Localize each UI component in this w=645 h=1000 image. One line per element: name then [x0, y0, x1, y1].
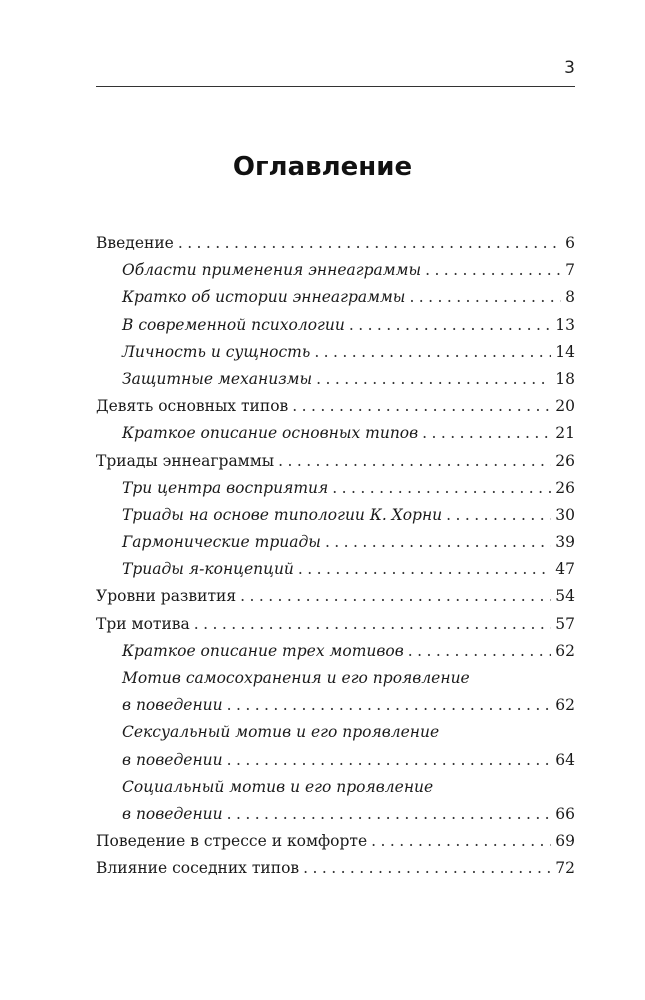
- toc-subsection[interactable]: [122, 475, 575, 502]
- toc-subsection[interactable]: [122, 366, 575, 393]
- toc-page-number: 26: [555, 451, 575, 470]
- toc-entry-label: Области применения эннеаграммы: [122, 261, 422, 280]
- toc-entry-label: Девять основных типов: [96, 397, 289, 416]
- toc-subsection[interactable]: [122, 529, 575, 556]
- toc-page-number: 26: [555, 478, 575, 497]
- toc-subsection[interactable]: [122, 312, 575, 339]
- toc-page-number: 64: [555, 750, 575, 769]
- toc-entry-label: Защитные механизмы: [122, 369, 313, 388]
- toc-entry-label: Триады на основе типологии К. Хорни: [122, 505, 443, 524]
- toc-section[interactable]: [96, 448, 575, 475]
- toc-page-number: 57: [555, 614, 575, 633]
- toc-section[interactable]: [96, 393, 575, 420]
- dot-leader: [194, 611, 551, 638]
- dot-leader: [227, 692, 552, 719]
- dot-leader: [409, 284, 561, 311]
- toc-subsection[interactable]: [122, 719, 575, 773]
- toc-entry-label: Сексуальный мотив и его проявление: [122, 723, 440, 742]
- toc-entry-label: Социальный мотив и его проявление: [122, 777, 434, 796]
- dot-leader: [371, 828, 551, 855]
- toc-subsection[interactable]: [122, 638, 575, 665]
- toc-page-number: 30: [555, 505, 575, 524]
- toc-page-number: 62: [555, 641, 575, 660]
- dot-leader: [292, 393, 551, 420]
- toc-entry-label: Триады я-концепций: [122, 560, 294, 579]
- toc-page-number: 47: [555, 560, 575, 579]
- toc-section[interactable]: [96, 230, 575, 257]
- toc-subsection[interactable]: [122, 420, 575, 447]
- dot-leader: [446, 502, 551, 529]
- toc-page-number: 62: [555, 696, 575, 715]
- dot-leader: [325, 529, 551, 556]
- dot-leader: [425, 257, 561, 284]
- dot-leader: [349, 312, 551, 339]
- toc-entry-label: Краткое описание трех мотивов: [122, 641, 404, 660]
- toc-entry-label: Три мотива: [96, 614, 190, 633]
- toc-page-number: 8: [565, 288, 575, 307]
- toc-page-number: 39: [555, 533, 575, 552]
- dot-leader: [422, 420, 551, 447]
- dot-leader: [240, 583, 551, 610]
- toc-entry-label: в поведении: [122, 804, 223, 823]
- toc-entry-label: Уровни развития: [96, 587, 237, 606]
- toc-page-number: 20: [555, 397, 575, 416]
- toc-page-number: 69: [555, 832, 575, 851]
- toc-subsection[interactable]: [122, 556, 575, 583]
- toc-page-number: 54: [555, 587, 575, 606]
- page-number: 3: [564, 58, 575, 78]
- toc-page-number: 14: [555, 342, 575, 361]
- toc-entry-label: Мотив самосохранения и его проявление: [122, 669, 470, 687]
- toc-section[interactable]: [96, 611, 575, 638]
- toc-subsection[interactable]: [122, 774, 575, 828]
- dot-leader: [408, 638, 552, 665]
- toc-page-number: 72: [555, 859, 575, 878]
- toc-subsection[interactable]: [122, 665, 575, 719]
- toc-section[interactable]: [96, 855, 575, 882]
- dot-leader: [298, 556, 551, 583]
- toc-entry-label: В современной психологии: [122, 315, 345, 334]
- toc-subsection[interactable]: [122, 284, 575, 311]
- toc-page-number: 7: [565, 261, 575, 280]
- toc-page-number: 66: [555, 804, 575, 823]
- toc-section[interactable]: [96, 828, 575, 855]
- toc-entry-label: Три центра восприятия: [122, 478, 329, 497]
- toc-entry-label: Кратко об истории эннеаграммы: [122, 288, 406, 307]
- toc-subsection[interactable]: [122, 339, 575, 366]
- toc-entry-label: Личность и сущность: [122, 342, 311, 361]
- toc-entry-label: Триады эннеаграммы: [96, 451, 275, 470]
- dot-leader: [314, 339, 551, 366]
- dot-leader: [332, 475, 551, 502]
- toc-page-number: 6: [565, 234, 575, 252]
- header-rule: [96, 86, 575, 87]
- dot-leader: [316, 366, 551, 393]
- toc-entry-label: Поведение в стрессе и комфорте: [96, 832, 368, 851]
- dot-leader: [227, 801, 552, 828]
- toc-page-number: 21: [555, 424, 575, 443]
- toc-entry-label: в поведении: [122, 696, 223, 715]
- toc-subsection[interactable]: [122, 502, 575, 529]
- dot-leader: [303, 855, 551, 882]
- toc-subsection[interactable]: [122, 257, 575, 284]
- toc-page-number: 18: [555, 369, 575, 388]
- toc-entry-label: Влияние соседних типов: [96, 859, 300, 878]
- toc-entry-label: Гармонические триады: [122, 533, 321, 552]
- toc-entry-label: в поведении: [122, 750, 223, 769]
- page-title: Оглавление: [232, 152, 413, 182]
- toc-page-number: 13: [555, 315, 575, 334]
- toc-entry-label: Введение: [96, 234, 174, 252]
- table-of-contents: [96, 230, 575, 883]
- toc-entry-label: Краткое описание основных типов: [122, 424, 419, 443]
- toc-section[interactable]: [96, 583, 575, 610]
- dot-leader: [278, 448, 551, 475]
- dot-leader: [178, 230, 561, 257]
- dot-leader: [227, 747, 552, 774]
